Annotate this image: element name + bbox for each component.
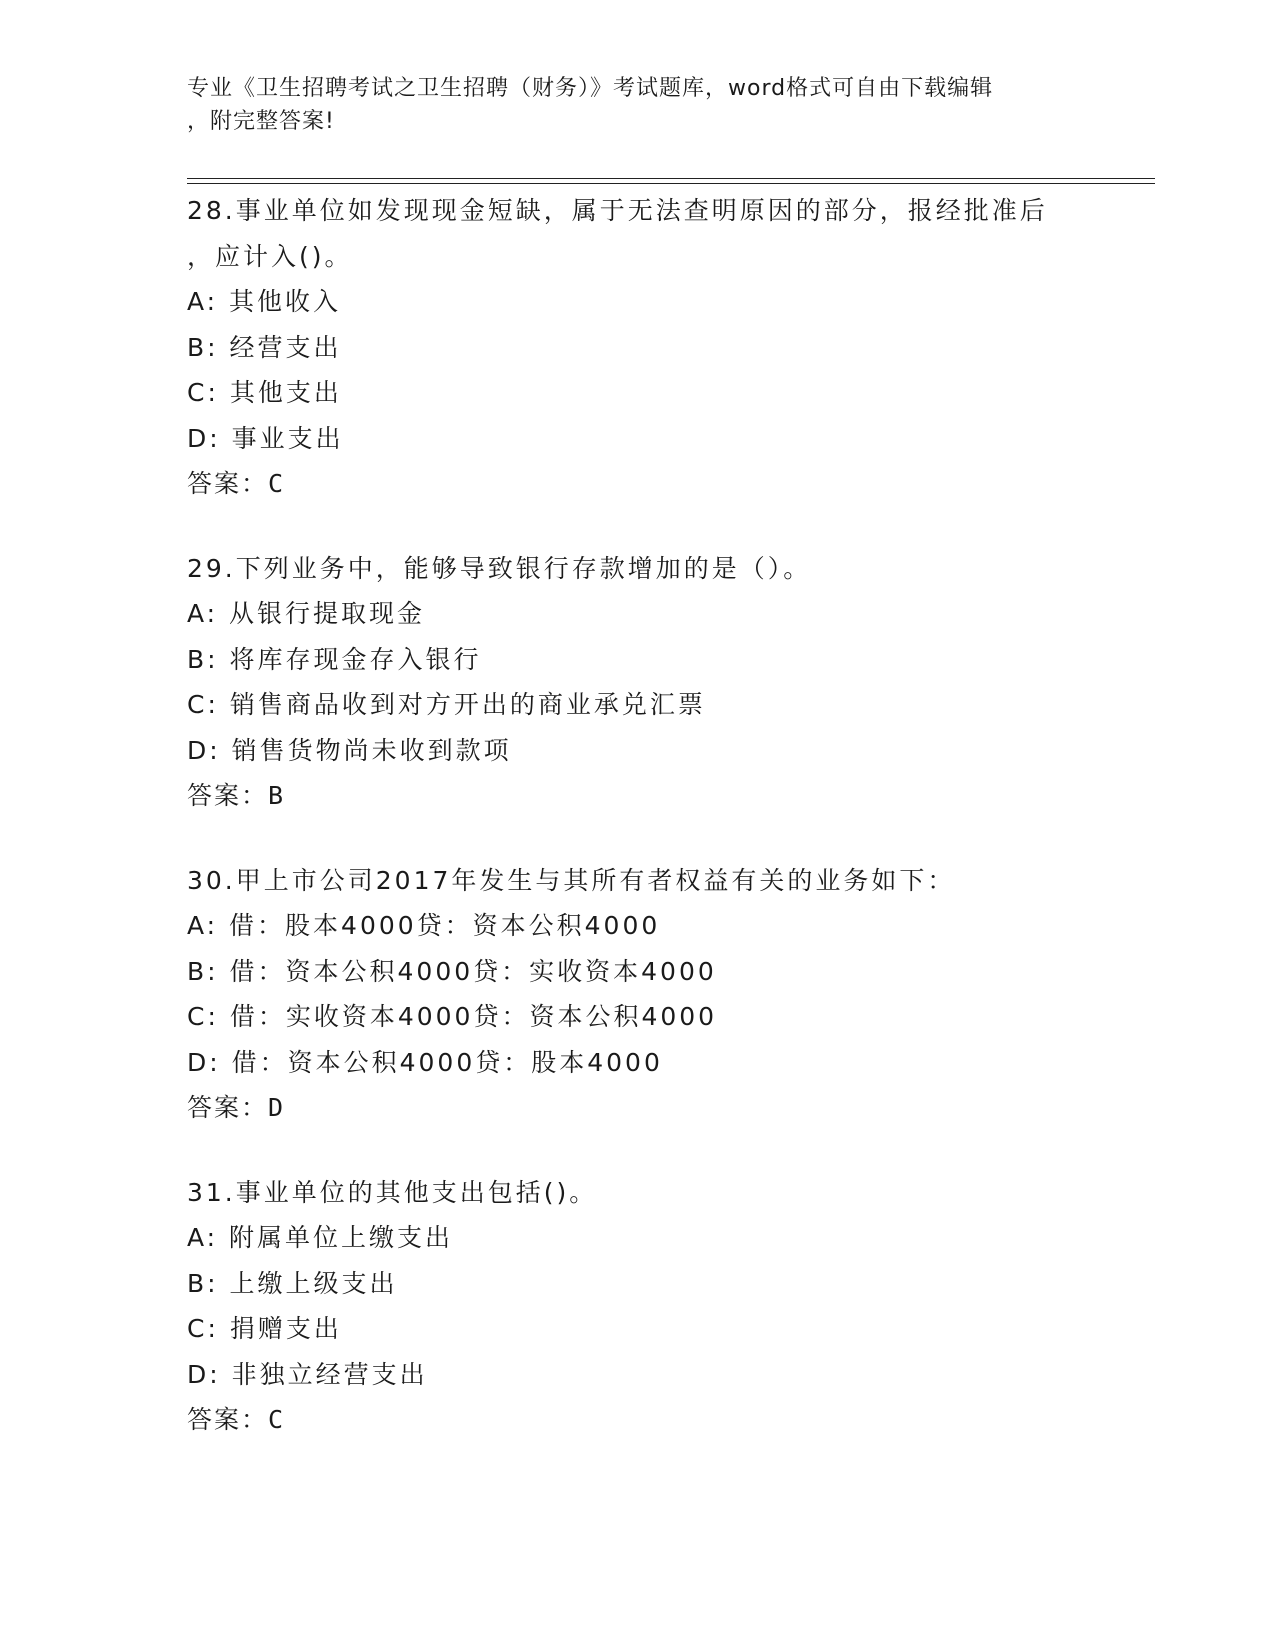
answer-value: C bbox=[268, 1405, 284, 1434]
option-b: B: 经营支出 bbox=[187, 332, 342, 362]
question-30 bbox=[187, 858, 1147, 1131]
question-31 bbox=[187, 1170, 1147, 1443]
option-a: A: 从银行提取现金 bbox=[187, 599, 426, 628]
answer-line bbox=[187, 773, 1147, 819]
option-d: D: 借：资本公积4000贷：股本4000 bbox=[187, 1047, 663, 1077]
option-c: C: 销售商品收到对方开出的商业承兑汇票 bbox=[187, 690, 706, 719]
question-stem-continued: ，应计入()。 bbox=[187, 241, 353, 271]
option-d: D: 非独立经营支出 bbox=[187, 1359, 428, 1389]
answer-line bbox=[187, 461, 1147, 507]
header-line-1: 专业《卫生招聘考试之卫生招聘（财务）》考试题库，word格式可自由下载编辑 bbox=[187, 76, 994, 101]
answer-line bbox=[187, 1085, 1147, 1131]
question-stem: 31.事业单位的其他支出包括()。 bbox=[187, 1177, 598, 1207]
question-stem: 30.甲上市公司2017年发生与其所有者权益有关的业务如下： bbox=[187, 865, 956, 895]
question-28 bbox=[187, 188, 1147, 507]
answer-label: 答案： bbox=[187, 1405, 269, 1434]
option-b: B: 上缴上级支出 bbox=[187, 1268, 398, 1298]
header-divider-top bbox=[187, 178, 1155, 179]
header-line-2: ，附完整答案! bbox=[187, 109, 335, 134]
option-a: A: 其他收入 bbox=[187, 287, 342, 316]
option-a: A: 附属单位上缴支出 bbox=[187, 1223, 454, 1252]
question-29 bbox=[187, 546, 1147, 819]
answer-line bbox=[187, 1397, 1147, 1443]
option-d: D: 销售货物尚未收到款项 bbox=[187, 735, 512, 765]
header-divider-bottom bbox=[187, 183, 1155, 184]
answer-value: D bbox=[268, 1093, 284, 1122]
option-b: B: 将库存现金存入银行 bbox=[187, 644, 482, 674]
option-a: A: 借：股本4000贷：资本公积4000 bbox=[187, 911, 661, 940]
option-c: C: 借：实收资本4000贷：资本公积4000 bbox=[187, 1002, 718, 1031]
answer-value: B bbox=[268, 781, 284, 810]
document-header bbox=[187, 72, 1067, 138]
answer-label: 答案： bbox=[187, 469, 269, 498]
answer-label: 答案： bbox=[187, 781, 269, 810]
option-c: C: 其他支出 bbox=[187, 378, 342, 407]
answer-label: 答案： bbox=[187, 1093, 269, 1122]
option-b: B: 借：资本公积4000贷：实收资本4000 bbox=[187, 956, 717, 986]
option-c: C: 捐赠支出 bbox=[187, 1314, 342, 1343]
question-stem: 28.事业单位如发现现金短缺，属于无法查明原因的部分，报经批准后 bbox=[187, 196, 1048, 225]
question-list bbox=[187, 188, 1147, 1482]
answer-value: C bbox=[268, 469, 284, 498]
option-d: D: 事业支出 bbox=[187, 423, 344, 453]
question-stem: 29.下列业务中，能够导致银行存款增加的是（）。 bbox=[187, 553, 812, 583]
